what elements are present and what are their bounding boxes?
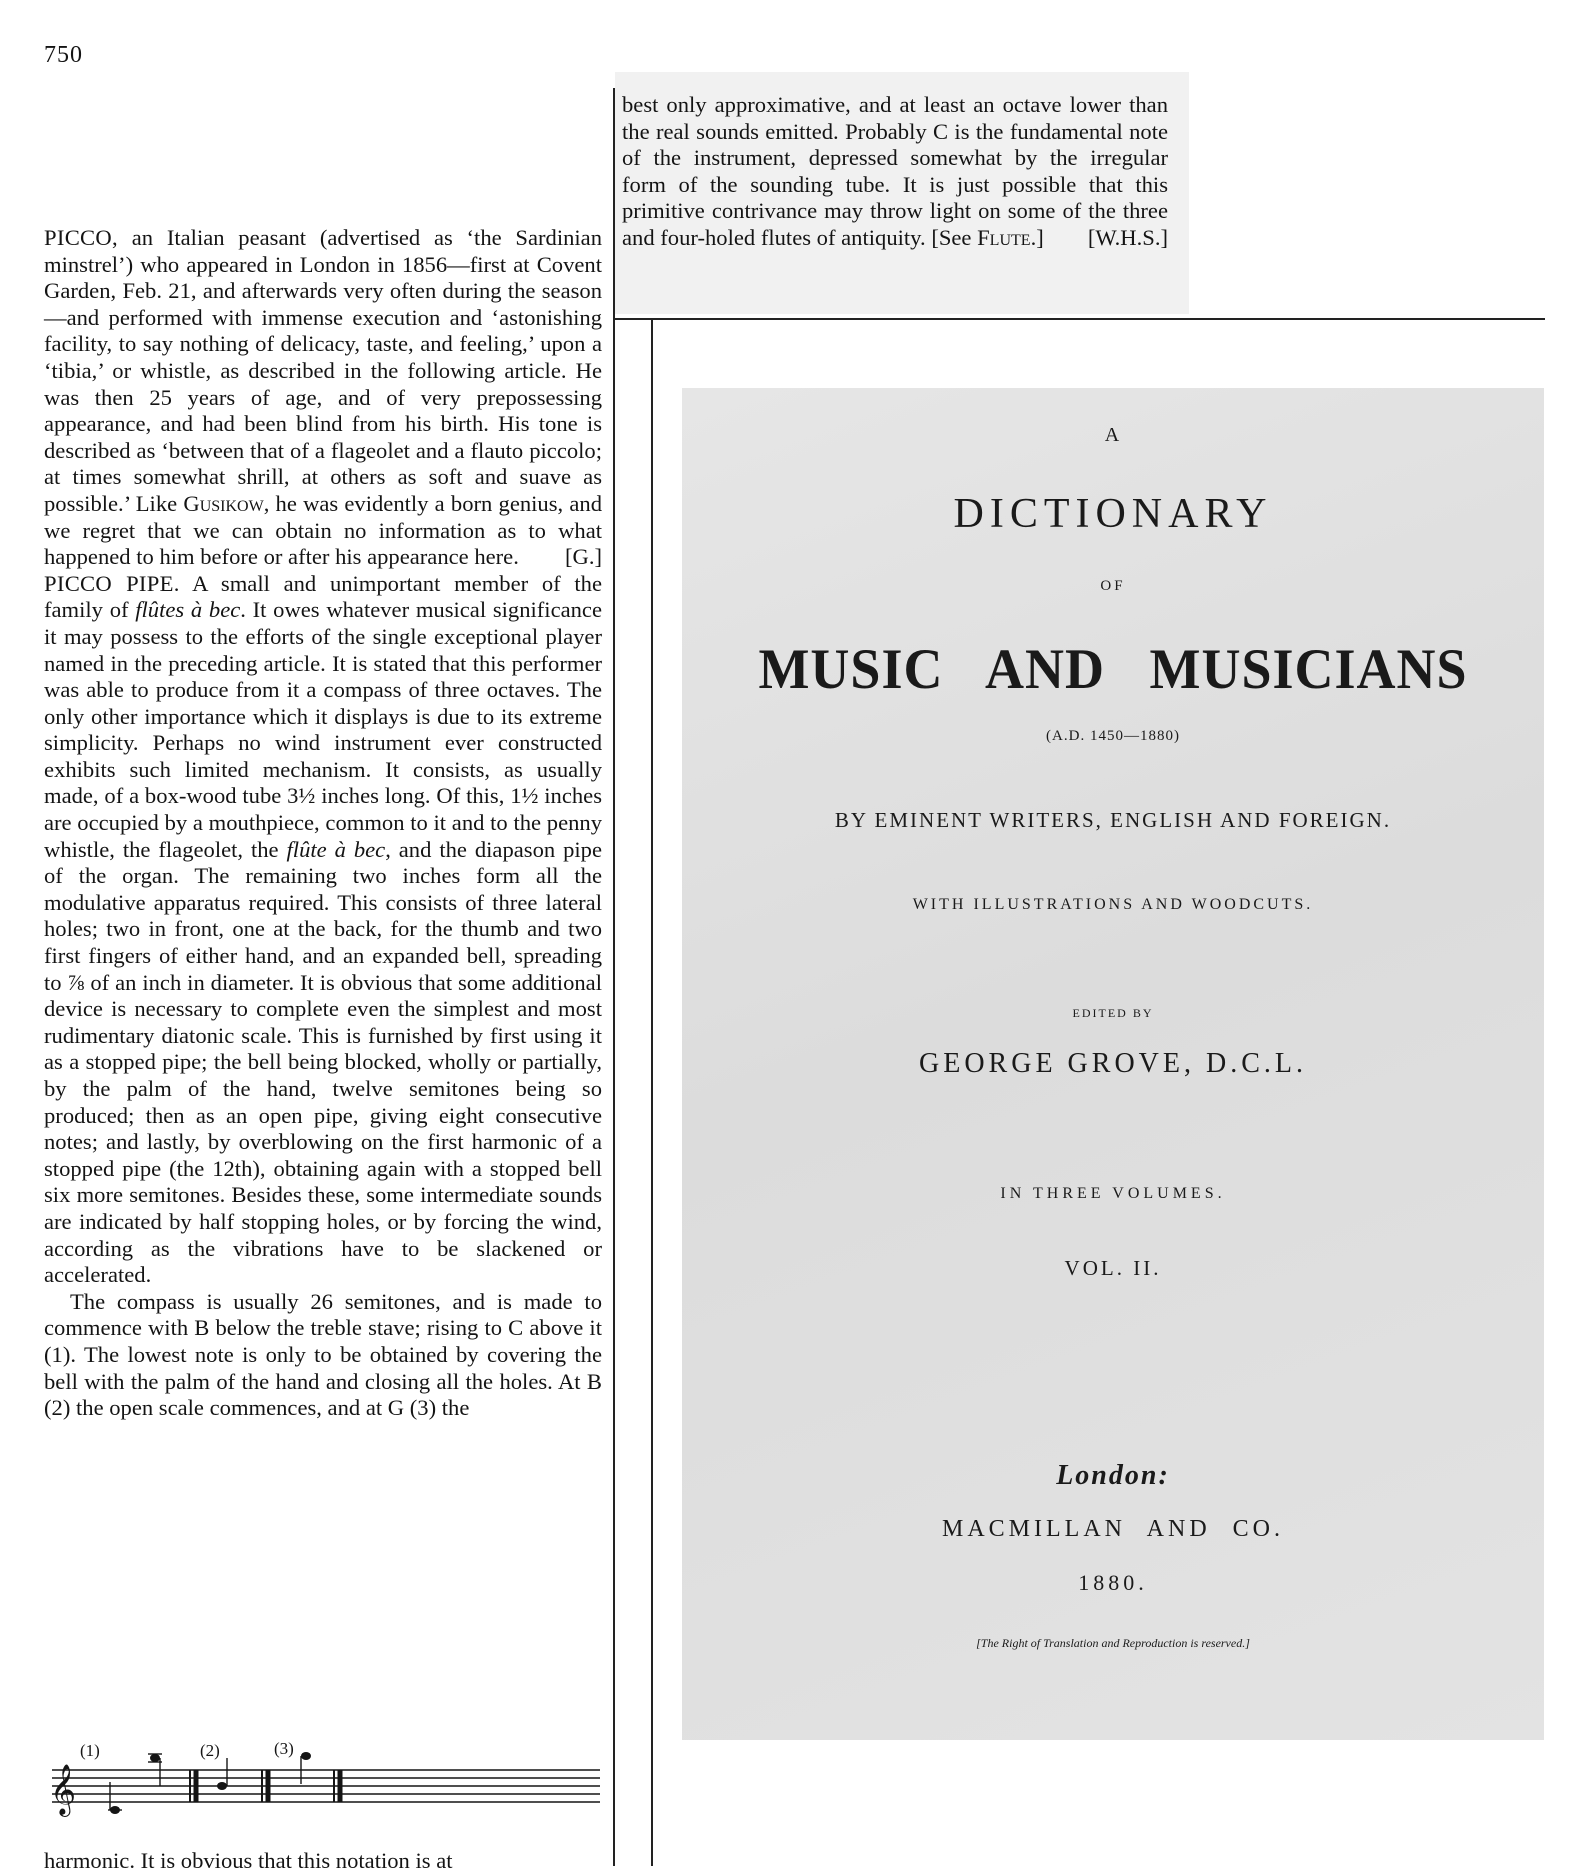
treble-clef-icon: 𝄞 xyxy=(50,1764,77,1815)
picco-entry xyxy=(44,225,602,571)
title-year: 1880. xyxy=(1078,1570,1148,1595)
italic-term: flûte à bec xyxy=(286,836,386,862)
continuation-text: best only approximative, and at least an octave lower than the real sounds emitted. Probably C is the fundamental note of the instrument, depressed somewhat by the irregular form of the sounding tube. It is just possible that this primitive contrivance may throw light on some of the three and four-holed flutes of antiquity. xyxy=(622,92,1168,250)
main-title: MUSIC AND MUSICIANS xyxy=(758,637,1468,701)
entry-heading-picco: PICCO, xyxy=(44,225,118,250)
entry-body: an Italian peasant (advertised as ‘the Sardinian minstrel’) who appeared in London in 1856—first at Covent Garden, Feb. 21, and afterwards very often during the season—and performed with immense execution and ‘astonishing facility, to say nothing of delicacy, taste, and feeling,’ upon a ‘tibia,’ or whistle, as described in the following article. He was then 25 years of age, and of very prepossessing appearance, and had been blind from his birth. His tone is described as ‘between that of a flageolet and a flauto piccolo; at times somewhat shrill, at others as soft and suave as possible.’ Like xyxy=(44,225,602,516)
left-column xyxy=(44,225,602,1422)
music-notation xyxy=(44,1742,602,1822)
entry-body: , he was evidently a born genius, and we regret that we can obtain no information as to what happened to him before or after his appearance here. xyxy=(44,490,602,570)
see-reference: [See Flute.] xyxy=(931,224,1044,250)
entry-body: A small and unimportant member of the family of xyxy=(44,570,602,623)
author-credit: [G.] xyxy=(564,544,602,570)
note-g-harmonic xyxy=(301,1752,311,1760)
cross-reference: Gusikow xyxy=(183,490,264,516)
entry-heading-picco-pipe: PICCO PIPE. xyxy=(44,570,180,596)
title-volume: VOL. II. xyxy=(1064,1256,1162,1280)
staff-label-1: (1) xyxy=(80,1742,100,1760)
entry-body: . It owes whatever musical significance it may possess to the efforts of the single exceptional player named in the preceding article. It is stated that this performer was able to produce from it a compass of three octaves. The only other importance which it displays is due to its extreme simplicity. Perhaps no wind instrument ever constructed exhibits such limited mechanism. It consists, as usually made, of a box-wood tube 3½ inches long. Of this, 1½ inches are occupied by a mouthpiece, common to it and to the penny whistle, the flageolet, the xyxy=(44,597,602,862)
title-dates: (A.D. 1450—1880) xyxy=(1046,728,1180,744)
title-edited-by: EDITED BY xyxy=(1072,1006,1154,1020)
title-volumes: IN THREE VOLUMES. xyxy=(1000,1185,1226,1202)
entry-body: , and the diapason pipe of the organ. The remaining two inches form all the modulative apparatus required. This consists of three lateral holes; two in front, one at the back, for the thumb and two first fingers of either hand, and an expanded bell, spreading to ⅞ of an inch in diameter. It is obvious that some additional device is necessary to complete even the simplest and most rudimentary diatonic scale. This is furnished by first using it as a stopped pipe; the bell being blocked, wholly or partially, by the palm of the hand, twelve semitones being so produced; then as an open pipe, giving eight consecutive notes; and lastly, by overblowing on the first harmonic of a stopped pipe (the 12th), obtaining again with a stopped bell six more semitones. Besides these, some intermediate sounds are indicated by half stopping holes, or by forcing the wind, according as the vibrations have to be slackened or accelerated. xyxy=(44,836,602,1288)
title-page-scan xyxy=(682,388,1544,1740)
title-of: OF xyxy=(1100,578,1126,594)
title-dictionary: DICTIONARY xyxy=(953,491,1273,537)
title-publisher: MACMILLAN AND CO. xyxy=(941,1516,1284,1542)
right-column-top-text xyxy=(622,92,1168,252)
column-rule xyxy=(613,88,615,1866)
italic-term: flûtes à bec xyxy=(135,597,241,623)
note-b-open xyxy=(217,1782,227,1790)
title-place: London: xyxy=(1056,1460,1170,1491)
inset-rule xyxy=(651,320,653,1866)
note-b-low xyxy=(110,1806,120,1814)
title-editor: GEORGE GROVE, D.C.L. xyxy=(919,1048,1307,1079)
horizontal-rule xyxy=(615,318,1545,320)
title-article: A xyxy=(1104,424,1122,446)
title-rights: [The Right of Translation and Reproduction is reserved.] xyxy=(976,1636,1250,1650)
note-c-high xyxy=(150,1754,160,1762)
picco-pipe-entry xyxy=(44,571,602,1289)
author-credit: [W.H.S.] xyxy=(1087,224,1168,250)
staff-label-2: (2) xyxy=(200,1742,220,1760)
staff-label-3: (3) xyxy=(274,1742,294,1758)
title-by-line: BY EMINENT WRITERS, ENGLISH AND FOREIGN. xyxy=(834,808,1392,832)
bottom-line: harmonic. It is obvious that this notation is at xyxy=(44,1848,453,1873)
title-with-line: WITH ILLUSTRATIONS AND WOODCUTS. xyxy=(912,896,1314,913)
page-number: 750 xyxy=(44,42,83,68)
picco-pipe-paragraph-2: The compass is usually 26 semitones, and is made to commence with B below the treble stave; rising to C above it (1). The lowest note is only to be obtained by covering the bell with the palm of the hand and closing all the holes. At B (2) the open scale commences, and at G (3) the xyxy=(44,1288,602,1421)
